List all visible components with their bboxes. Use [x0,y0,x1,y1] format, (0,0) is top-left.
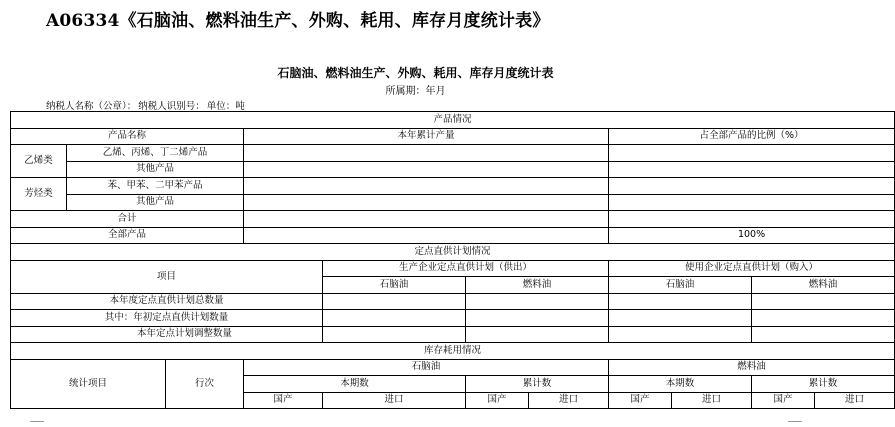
user-naphtha: 石脑油 [609,277,752,294]
ratio-cell[interactable] [609,161,895,178]
col-ratio: 占全部产品的比例（%） [609,128,895,145]
ratio-cell[interactable] [609,145,895,162]
table-row [11,178,895,195]
page-corner-mark [788,421,802,427]
table-row [11,161,895,178]
user-fuel-oil: 燃料油 [752,277,895,294]
form-title: 石脑油、燃料油生产、外购、耗用、库存月度统计表 [277,66,554,80]
plan-row-label: 本年度定点直供计划总数量 [11,293,323,310]
section1-title-row [11,112,895,129]
fuel-cumulative: 累计数 [752,376,895,393]
input-cell[interactable] [752,310,895,327]
page-corner-mark [30,421,44,427]
period-label: 所属期：年月 [385,86,446,97]
imported-label: 进口 [529,392,609,409]
cumulative-cell[interactable] [244,145,609,162]
taxpayer-name-label: 纳税人名称（公章）： [46,101,137,112]
section3-title-row [11,343,895,360]
imported-label: 进口 [815,392,895,409]
domestic-label: 国产 [609,392,672,409]
input-cell[interactable] [323,293,466,310]
section1-title: 产品情况 [11,112,895,129]
producer-plan-header: 生产企业定点直供计划（供出） [323,260,609,277]
section3-title: 库存耗用情况 [11,343,895,360]
cumulative-cell[interactable] [244,161,609,178]
total-label: 合计 [11,211,244,228]
all-ratio-value: 100% [609,227,895,244]
cumulative-cell[interactable] [244,178,609,195]
all-products-row [11,227,895,244]
plan-row-label: 本年定点计划调整数量 [11,326,323,343]
section2-title: 定点直供计划情况 [11,244,895,261]
document-title: A06334《石脑油、燃料油生产、外购、耗用、库存月度统计表》 [46,11,550,31]
table-row [11,194,895,211]
naphtha-header: 石脑油 [244,359,609,376]
domestic-label: 国产 [466,392,529,409]
input-cell[interactable] [609,293,752,310]
input-cell[interactable] [752,326,895,343]
input-cell[interactable] [609,326,752,343]
col-cumulative-output: 本年累计产量 [244,128,609,145]
plan-row-label: 其中：年初定点直供计划数量 [11,310,323,327]
naphtha-cumulative: 累计数 [466,376,609,393]
unit-label: 单位：吨 [206,101,245,112]
cumulative-cell[interactable] [244,227,609,244]
statistics-table [10,111,895,409]
table-row [11,145,895,162]
group-aromatics: 芳烃类 [11,178,67,211]
domestic-label: 国产 [244,392,323,409]
col-product-name: 产品名称 [11,128,244,145]
fuel-oil-header: 燃料油 [609,359,895,376]
imported-label: 进口 [672,392,752,409]
input-cell[interactable] [323,326,466,343]
input-cell[interactable] [466,326,609,343]
imported-label: 进口 [323,392,466,409]
product-item: 乙烯、丙烯、丁二烯产品 [67,145,244,162]
taxpayer-info [46,98,247,112]
domestic-label: 国产 [752,392,815,409]
all-products-label: 全部产品 [11,227,244,244]
cumulative-cell[interactable] [244,194,609,211]
cumulative-cell[interactable] [244,211,609,228]
producer-fuel-oil: 燃料油 [466,277,609,294]
product-item: 其他产品 [67,194,244,211]
ratio-cell[interactable] [609,178,895,195]
total-row [11,211,895,228]
product-item: 其他产品 [67,161,244,178]
input-cell[interactable] [609,310,752,327]
product-item: 苯、甲苯、二甲苯产品 [67,178,244,195]
ratio-cell[interactable] [609,211,895,228]
section2-header-row [11,260,895,277]
col-line-no: 行次 [166,359,244,409]
col-item: 项目 [11,260,323,293]
ratio-cell[interactable] [609,194,895,211]
section1-header-row [11,128,895,145]
section3-header-row [11,359,895,376]
user-plan-header: 使用企业定点直供计划（购入） [609,260,895,277]
table-row [11,293,895,310]
section2-title-row [11,244,895,261]
naphtha-current-period: 本期数 [244,376,466,393]
input-cell[interactable] [466,293,609,310]
producer-naphtha: 石脑油 [323,277,466,294]
table-row [11,310,895,327]
input-cell[interactable] [752,293,895,310]
input-cell[interactable] [323,310,466,327]
fuel-current-period: 本期数 [609,376,752,393]
input-cell[interactable] [466,310,609,327]
taxpayer-id-label: 纳税人识别号： [138,101,205,112]
group-ethylene: 乙烯类 [11,145,67,178]
col-stat-item: 统计项目 [11,359,166,409]
table-row [11,326,895,343]
